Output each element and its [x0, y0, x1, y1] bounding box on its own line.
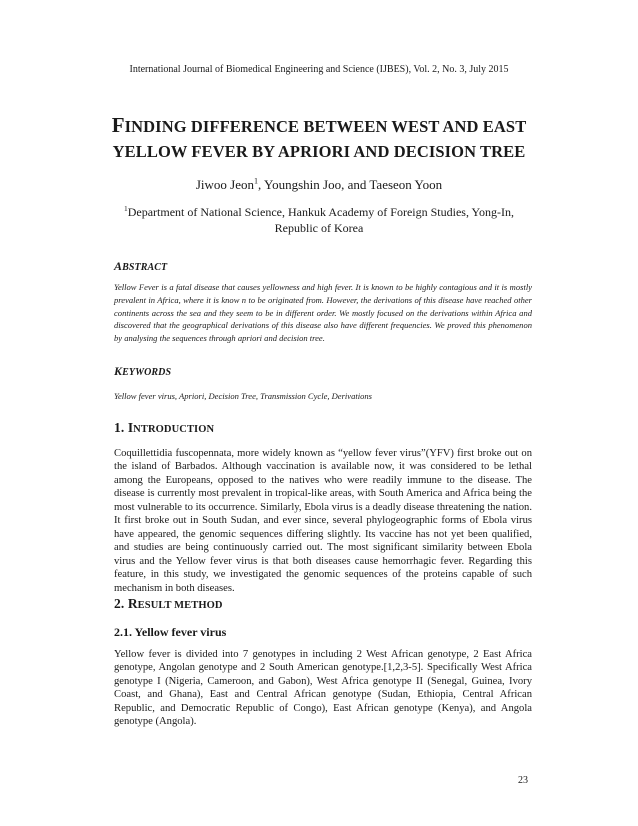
abstract-text: Yellow Fever is a fatal disease that causes yellowness and high fever. It is known to be highly contagious and it is mostly prevalent in Africa, where it is know n to be originated from. However, the derivations of this disease have reached other continents across the sea and they seem to be in different order. We mostly focused on the derivations within Africa and discovered that the geographical derivations of this disease also have different frequencies. We proved this phenomenon by analysing the sequences through apriori and decision tree. — [114, 282, 532, 344]
paper-title — [60, 113, 578, 164]
result-heading: 2. RESULT METHOD — [114, 596, 223, 611]
title-line-1: FINDING DIFFERENCE BETWEEN WEST AND EAST — [111, 113, 527, 137]
introduction-paragraph: Coquillettidia fuscopennata, more widely known as “yellow fever virus”(YFV) first broke out on the island of Barbados. Although vaccination is available now, it was considered to be lethal among the Europeans, opposed to the natives who were readily immune to the disease. The disease is currently most prevalent in tropical-like areas, with South America and Africa being the most vulnerable to its occurrence. Similarly, Ebola virus is a deadly disease threatening the nation. It first broke out in South Sudan, and ever since, several phylogeographic forms of Ebola virus have appeared, the genomic sequences differing slightly. Its vaccine has not yet been qualified, and studies are being continuously carried out. The most significant similarity between Ebola virus and the Yellow fever virus is that both diseases cause hemorrhagic fever. Regarding this feature, in this study, we investigated the genomic sequences of the proteins capable of such mechanism in both diseases. — [114, 448, 532, 594]
keywords-text: Yellow fever virus, Apriori, Decision Tree, Transmission Cycle, Derivations — [114, 391, 372, 401]
introduction-heading: 1. INTRODUCTION — [114, 420, 215, 435]
page-number: 23 — [518, 775, 528, 786]
yellow-fever-paragraph: Yellow fever is divided into 7 genotypes in including 2 West African genotype, 2 East Africa genotype, Angolan genotype and 2 South American genotype.[1,2,3-5]. Specifically West Africa genotype I (Nigeria, Cameroon, and Gabon), West Africa genotype II (Senegal, Guinea, Ivory Coast, and Ghana), East and Central African genotype (Sudan, Ethiopia, Central African Republic, and Democratic Republic of Congo), East African genotype (Kenya), and Angola genotype (Angola). — [114, 649, 532, 728]
author-list: Jiwoo Jeon$^1$, Youngshin Joo, and Taeseon Yoon — [195, 176, 443, 192]
keywords-heading: KEYWORDS — [114, 364, 172, 378]
running-header: International Journal of Biomedical Engineering and Science (IJBES), Vol. 2, No. 3, July 2015 — [129, 64, 509, 75]
yellow-fever-subheading: 2.1. Yellow fever virus — [114, 625, 227, 639]
affiliation: $^1$Department of National Science, Hankuk Academy of Foreign Studies, Yong-In, Republic of Korea — [124, 204, 514, 235]
abstract-heading: ABSTRACT — [114, 259, 168, 273]
title-line-2: YELLOW FEVER BY APRIORI AND DECISION TREE — [112, 142, 526, 161]
